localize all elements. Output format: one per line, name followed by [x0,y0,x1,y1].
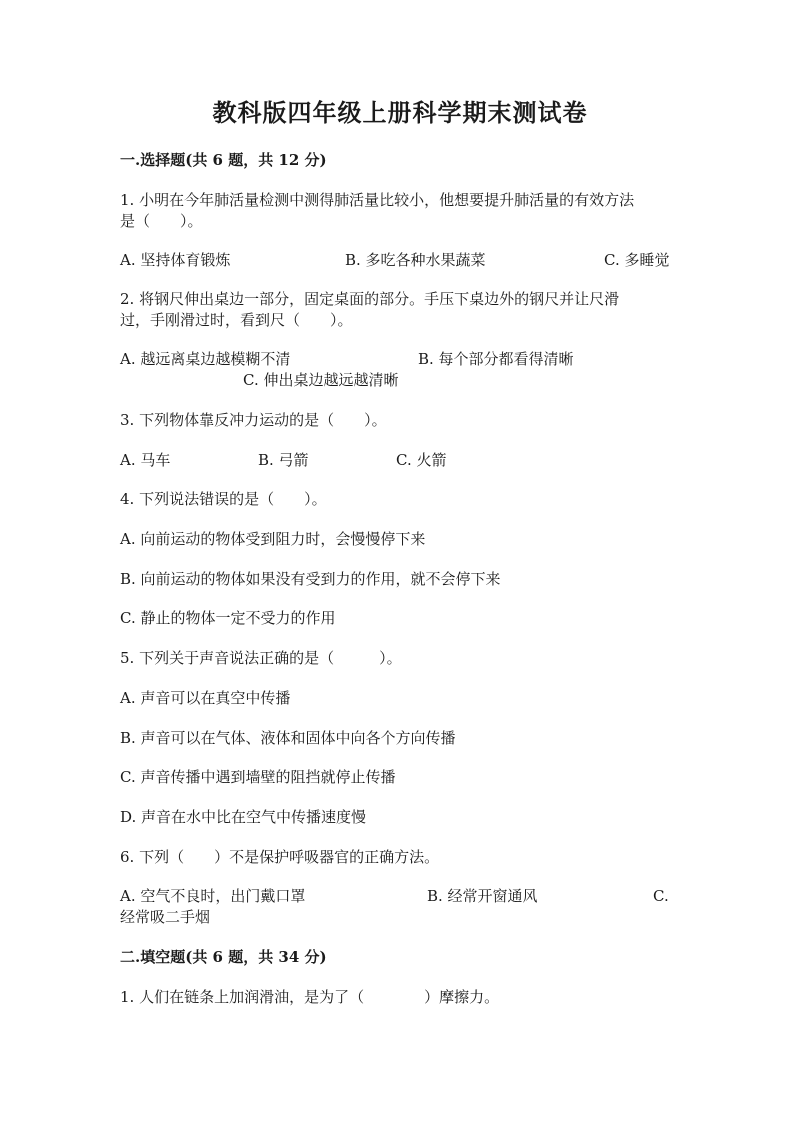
question-1-option-c: C. 多睡觉 [604,251,670,269]
question-2-stem-line-2: 过，手刚滑过时，看到尺（ ）。 [120,311,353,329]
question-3-option-b: B. 弓箭 [258,451,309,469]
question-2-stem-line-1: 2. 将钢尺伸出桌边一部分，固定桌面的部分。手压下桌边外的钢尺并让尺滑 [120,290,620,308]
question-6-stem: 6. 下列（ ）不是保护呼吸器官的正确方法。 [120,848,440,866]
page-title: 教科版四年级上册科学期末测试卷 [212,98,588,127]
question-2-option-a: A. 越远离桌边越模糊不清 [120,350,291,368]
fill-question-1-stem: 1. 人们在链条上加润滑油，是为了（ ）摩擦力。 [120,988,500,1006]
section-1-header: 一.选择题(共 6 题，共 12 分) [120,151,327,169]
question-5-option-d: D. 声音在水中比在空气中传播速度慢 [120,808,367,826]
question-5-option-c: C. 声音传播中遇到墙壁的阻挡就停止传播 [120,768,396,786]
question-3-stem: 3. 下列物体靠反冲力运动的是（ ）。 [120,411,387,429]
question-5-option-b: B. 声音可以在气体、液体和固体中向各个方向传播 [120,729,456,747]
question-3-option-c: C. 火箭 [396,451,447,469]
question-5-stem: 5. 下列关于声音说法正确的是（ ）。 [120,649,402,667]
question-1-stem-line-2: 是（ ）。 [120,212,203,230]
question-4-option-b: B. 向前运动的物体如果没有受到力的作用，就不会停下来 [120,570,501,588]
question-3-option-a: A. 马车 [120,451,171,469]
question-2-option-b: B. 每个部分都看得清晰 [418,350,574,368]
question-4-option-c: C. 静止的物体一定不受力的作用 [120,609,336,627]
question-6-option-c: C. [653,887,669,905]
question-2-option-c: C. 伸出桌边越远越清晰 [243,371,399,389]
question-1-option-b: B. 多吃各种水果蔬菜 [345,251,486,269]
question-4-option-a: A. 向前运动的物体受到阻力时，会慢慢停下来 [120,530,426,548]
question-6-option-a: A. 空气不良时，出门戴口罩 [120,887,306,905]
question-4-stem: 4. 下列说法错误的是（ ）。 [120,490,327,508]
question-1-option-a: A. 坚持体育锻炼 [120,251,231,269]
question-1-stem-line-1: 1. 小明在今年肺活量检测中测得肺活量比较小，他想要提升肺活量的有效方法 [120,191,635,209]
question-5-option-a: A. 声音可以在真空中传播 [120,689,291,707]
question-6-option-b: B. 经常开窗通风 [427,887,538,905]
question-6-option-c-text: 经常吸二手烟 [120,908,211,926]
section-2-header: 二.填空题(共 6 题，共 34 分) [120,948,327,966]
